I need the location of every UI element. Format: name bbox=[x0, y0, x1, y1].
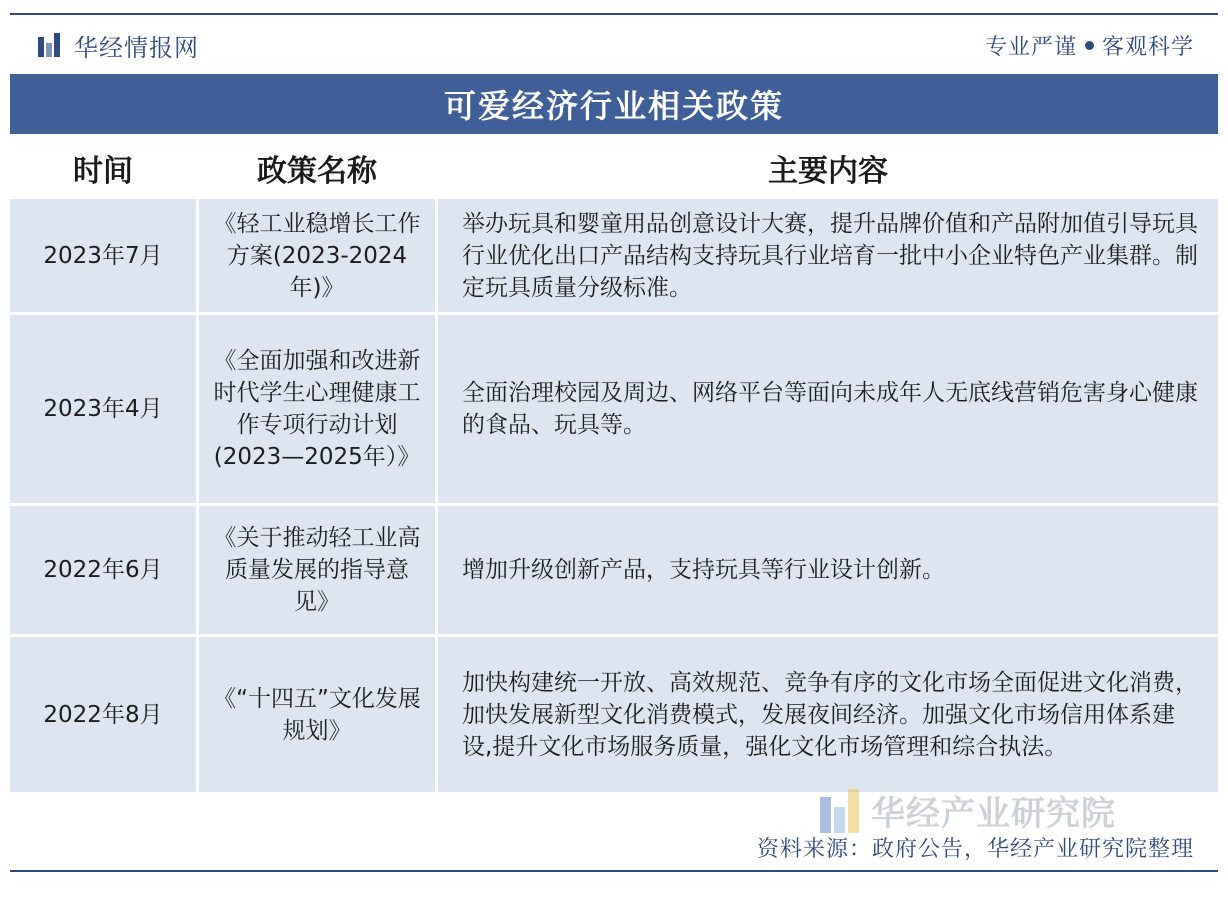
date-cell: 2023年4月 bbox=[10, 315, 196, 503]
content-cell: 加快构建统一开放、高效规范、竞争有序的文化市场全面促进文化消费，加快发展新型文化消费模式，发展夜间经济。加强文化市场信用体系建设,提升文化市场服务质量，强化文化市场管理和综合执法。 bbox=[438, 637, 1218, 792]
bullet-dot-icon bbox=[1085, 41, 1094, 50]
table-row bbox=[10, 506, 1218, 634]
bottom-rule bbox=[10, 870, 1218, 872]
policy-name-cell: 《轻工业稳增长工作方案(2023-2024年)》 bbox=[199, 199, 435, 312]
source-note: 资料来源：政府公告，华经产业研究院整理 bbox=[756, 837, 1194, 862]
date-cell: 2022年8月 bbox=[10, 637, 196, 792]
motto-left: 专业严谨 bbox=[984, 34, 1077, 60]
watermark-text: 华经产业研究院 bbox=[871, 794, 1116, 834]
brand-logo-icon bbox=[38, 33, 60, 57]
content-cell: 全面治理校园及周边、网络平台等面向未成年人无底线营销危害身心健康的食品、玩具等。 bbox=[438, 315, 1218, 503]
policy-name-cell: 《关于推动轻工业高质量发展的指导意见》 bbox=[199, 506, 435, 634]
date-cell: 2022年6月 bbox=[10, 506, 196, 634]
content-cell: 举办玩具和婴童用品创意设计大赛，提升品牌价值和产品附加值引导玩具行业优化出口产品结构支持玩具行业培育一批中小企业特色产业集群。制定玩具质量分级标准。 bbox=[438, 199, 1218, 312]
watermark bbox=[820, 786, 1116, 835]
motto bbox=[985, 30, 1194, 60]
brand-name: 华经情报网 bbox=[74, 33, 199, 62]
column-header-policy-name: 政策名称 bbox=[257, 154, 377, 189]
title-band bbox=[10, 74, 1218, 134]
motto-right: 客观科学 bbox=[1101, 34, 1194, 60]
brand bbox=[38, 30, 199, 60]
content-cell: 增加升级创新产品，支持玩具等行业设计创新。 bbox=[438, 506, 1218, 634]
policy-name-cell: 《“十四五”文化发展规划》 bbox=[199, 637, 435, 792]
table-header bbox=[10, 140, 1218, 196]
top-rule bbox=[10, 13, 1218, 15]
table-row bbox=[10, 637, 1218, 792]
page-title: 可爱经济行业相关政策 bbox=[443, 87, 784, 125]
policy-name-cell: 《全面加强和改进新时代学生心理健康工作专项行动计划(2023—2025年）》 bbox=[199, 315, 435, 503]
column-header-content: 主要内容 bbox=[768, 154, 888, 189]
policy-table bbox=[10, 140, 1218, 792]
table-row bbox=[10, 199, 1218, 312]
date-cell: 2023年7月 bbox=[10, 199, 196, 312]
table-row bbox=[10, 315, 1218, 503]
column-header-time: 时间 bbox=[73, 154, 133, 189]
watermark-logo-icon bbox=[820, 789, 859, 833]
